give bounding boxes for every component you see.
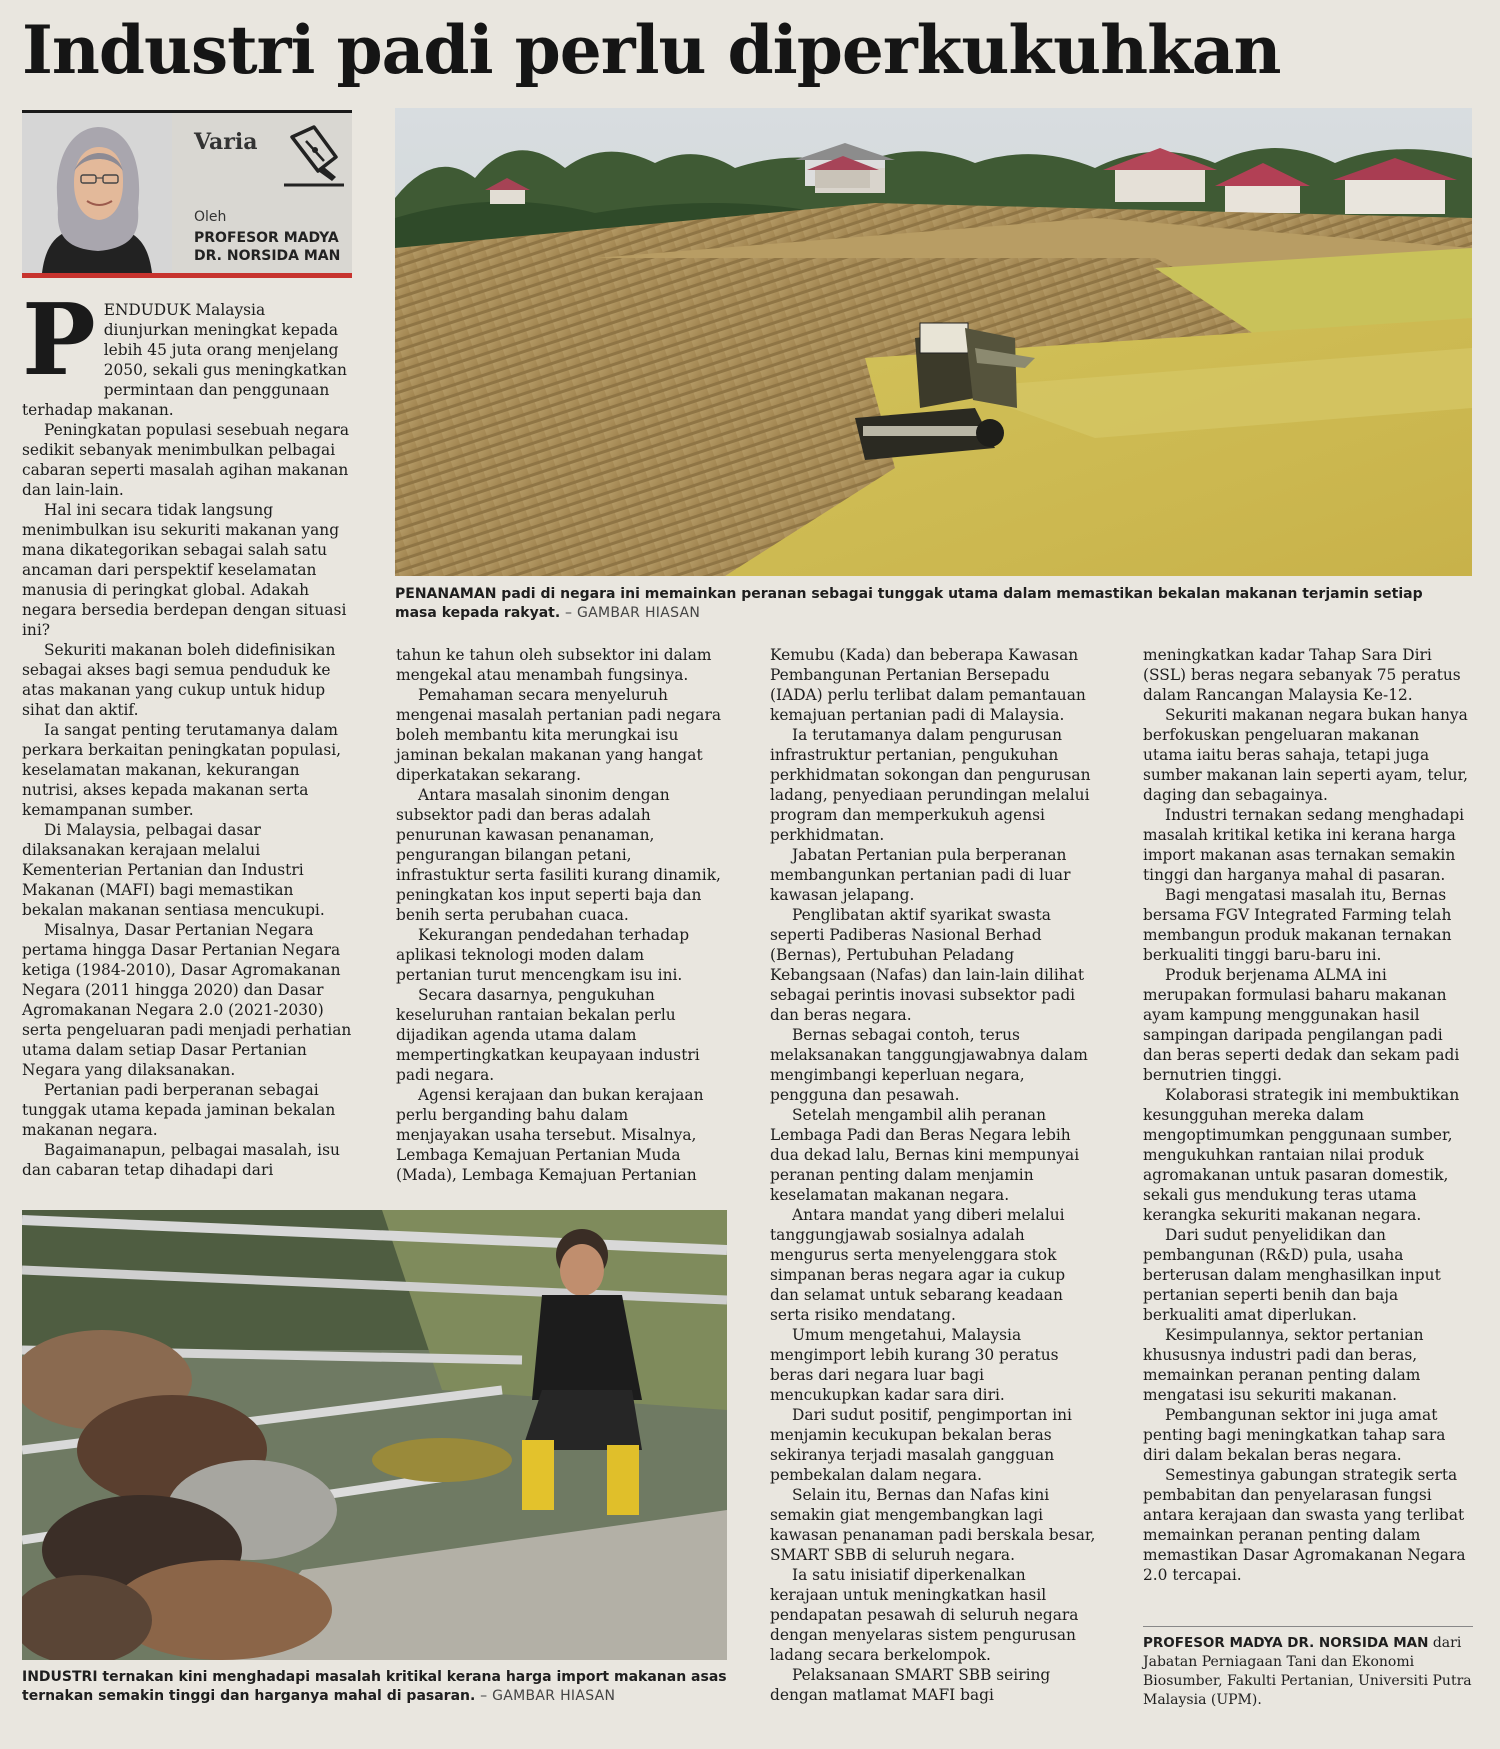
photo-top-caption-text: padi di negara ini memainkan peranan sebagai tunggak utama dalam memastikan bekalan makanan terjamin setiap masa kepada rakyat. bbox=[395, 586, 1423, 621]
paragraph: Ia terutamanya dalam pengurusan infrastruktur pertanian, pengukuhan perkhidmatan sokongan dan pengurusan ladang, penyediaan perundingan melalui program dan memperkukuh agensi perkhidmatan. bbox=[770, 726, 1091, 844]
paragraph: Bagi mengatasi masalah itu, Bernas bersama FGV Integrated Farming telah membangun produk makanan ternakan berkualiti tinggi baru-baru ini. bbox=[1143, 886, 1452, 964]
paragraph: Semestinya gabungan strategik serta pembabitan dan penyelarasan fungsi antara kerajaan dan swasta yang terlibat memainkan peranan penting dalam memastikan Dasar Agromakanan Negara 2.0 tercapai. bbox=[1143, 1466, 1466, 1584]
signoff-name: PROFESOR MADYA DR. NORSIDA MAN bbox=[1143, 1635, 1429, 1651]
paragraph: Kolaborasi strategik ini membuktikan kesungguhan mereka dalam mengoptimumkan penggunaan sumber, mengukuhkan rantaian nilai produk agromakanan untuk pasaran domestik, sekali gus mendukung teras utama kerangka sekuriti makanan negara. bbox=[1143, 1086, 1460, 1224]
paragraph: Dari sudut penyelidikan dan pembangunan (R&D) pula, usaha berterusan dalam menghasilkan input pertanian seperti benih dan baja berkualiti amat diperlukan. bbox=[1143, 1226, 1441, 1324]
article-column-3 bbox=[770, 645, 1098, 1705]
signoff-divider bbox=[1143, 1626, 1473, 1627]
article-column-1 bbox=[22, 283, 352, 1180]
paragraph: Di Malaysia, pelbagai dasar dilaksanakan kerajaan melalui Kementerian Pertanian dan Industri Makanan (MAFI) bagi memastikan bekalan makanan sentiasa mencukupi. bbox=[22, 821, 325, 919]
paddy-harvest-photo bbox=[395, 108, 1472, 576]
paragraph: Bernas sebagai contoh, terus melaksanakan tanggungjawabnya dalam mengimbangi keperluan negara, pengguna dan pesawah. bbox=[770, 1026, 1088, 1104]
paragraph: Industri ternakan sedang menghadapi masalah kritikal ketika ini kerana harga import makanan asas ternakan semakin tinggi dan harganya mahal di pasaran. bbox=[1143, 806, 1465, 884]
paragraph-text: ENDUDUK Malaysia diunjurkan meningkat kepada lebih 45 juta orang menjelang 2050, sekali gus meningkatkan permintaan dan penggunaan terhadap makanan. bbox=[22, 301, 347, 419]
article-column-2 bbox=[396, 645, 724, 1185]
headline: Industri padi perlu diperkukuhkan bbox=[22, 11, 1281, 89]
paragraph: Antara masalah sinonim dengan subsektor padi dan beras adalah penurunan kawasan penanaman, pengurangan bilangan petani, infrastuktur serta fasiliti kurang dinamik, peningkatan kos input seperti baja dan benih serta perubahan cuaca. bbox=[396, 786, 721, 924]
photo-bottom-caption bbox=[22, 1668, 727, 1706]
cattle-feeding-image bbox=[22, 1210, 727, 1660]
section-label: Varia bbox=[194, 129, 258, 155]
byline-prefix: Oleh bbox=[194, 209, 227, 225]
paragraph: Kekurangan pendedahan terhadap aplikasi teknologi moden dalam pertanian turut mencengkam isu ini. bbox=[396, 926, 690, 984]
photo-top-caption bbox=[395, 585, 1465, 623]
photo-bottom-caption-lead: INDUSTRI bbox=[22, 1669, 98, 1685]
author-name-line2: DR. NORSIDA MAN bbox=[194, 248, 341, 264]
photo-bottom-caption-text: ternakan kini menghadapi masalah kritikal kerana harga import makanan asas ternakan semakin tinggi dan harganya mahal di pasaran. bbox=[22, 1669, 727, 1704]
paragraph: Bagaimanapun, pelbagai masalah, isu dan cabaran tetap dihadapi dari bbox=[22, 1141, 340, 1179]
photo-top-caption-credit: – GAMBAR HIASAN bbox=[560, 605, 701, 621]
paragraph: Jabatan Pertanian pula berperanan membangunkan pertanian padi di luar kawasan jelapang. bbox=[770, 846, 1071, 904]
paragraph: Pemahaman secara menyeluruh mengenai masalah pertanian padi negara boleh membantu kita merungkai isu jaminan bekalan makanan yang hangat diperkatakan sekarang. bbox=[396, 686, 721, 784]
paragraph: Secara dasarnya, pengukuhan keseluruhan rantaian bekalan perlu dijadikan agenda utama dalam mempertingkatkan keupayaan industri padi negara. bbox=[396, 986, 700, 1084]
author-name-line1: PROFESOR MADYA bbox=[194, 230, 339, 246]
paragraph: Sekuriti makanan boleh didefinisikan sebagai akses bagi semua penduduk ke atas makanan yang cukup untuk hidup sihat dan aktif. bbox=[22, 641, 336, 719]
paragraph: Ia sangat penting terutamanya dalam perkara berkaitan peningkatan populasi, keselamatan makanan, kekurangan nutrisi, akses kepada makanan serta kemampanan sumber. bbox=[22, 721, 342, 819]
paragraph: Penglibatan aktif syarikat swasta seperti Padiberas Nasional Berhad (Bernas), Pertubuhan Peladang Kebangsaan (Nafas) dan lain-lain dilihat sebagai perintis inovasi subsektor padi dan beras negara. bbox=[770, 906, 1085, 1024]
photo-bottom-caption-credit: – GAMBAR HIASAN bbox=[475, 1688, 616, 1704]
author-signoff bbox=[1143, 1634, 1475, 1710]
paragraph: Misalnya, Dasar Pertanian Negara pertama hingga Dasar Pertanian Negara ketiga (1984-2010), Dasar Agromakanan Negara (2011 hingga 2020) dan Dasar Agromakanan Negara 2.0 (2021-2030) serta pengeluaran padi menjadi perhatian utama dalam setiap Dasar Pertanian Negara yang dilaksanakan. bbox=[22, 921, 352, 1079]
byline-box bbox=[22, 110, 352, 278]
author-name bbox=[194, 229, 354, 265]
paragraph: Setelah mengambil alih peranan Lembaga Padi dan Beras Negara lebih dua dekad lalu, Bernas kini mempunyai peranan penting dalam menjamin keselamatan makanan negara. bbox=[770, 1106, 1080, 1204]
paragraph: Produk berjenama ALMA ini merupakan formulasi baharu makanan ayam kampung menggunakan hasil sampingan daripada pengilangan padi dan beras seperti dedak dan sekam padi bernutrien tinggi. bbox=[1143, 966, 1460, 1084]
paragraph: Pelaksanaan SMART SBB seiring dengan matlamat MAFI bagi bbox=[770, 1666, 1051, 1704]
paragraph: Hal ini secara tidak langsung menimbulkan isu sekuriti makanan yang mana dikategorikan sebagai salah satu ancaman dari perspektif keselamatan manusia di peringkat global. Adakah negara bersedia berdepan dengan situasi ini? bbox=[22, 501, 347, 639]
paragraph: Kemubu (Kada) dan beberapa Kawasan Pembangunan Pertanian Bersepadu (IADA) perlu terlibat dalam pemantauan kemajuan pertanian padi di Malaysia. bbox=[770, 646, 1086, 724]
paragraph: Antara mandat yang diberi melalui tanggungjawab sosialnya adalah mengurus serta menyelenggara stok simpanan beras negara agar ia cukup dan selamat untuk sebarang keadaan serta risiko mendatang. bbox=[770, 1206, 1066, 1324]
paddy-harvester-image bbox=[395, 108, 1472, 576]
paragraph: meningkatkan kadar Tahap Sara Diri (SSL) beras negara sebanyak 75 peratus dalam Rancangan Malaysia Ke-12. bbox=[1143, 646, 1461, 704]
drop-cap: P bbox=[22, 283, 96, 398]
paragraph: Selain itu, Bernas dan Nafas kini semakin giat mengembangkan lagi kawasan penanaman padi berskala besar, SMART SBB di seluruh negara. bbox=[770, 1486, 1096, 1564]
photo-top-caption-lead: PENANAMAN bbox=[395, 586, 497, 602]
paragraph: Umum mengetahui, Malaysia mengimport lebih kurang 30 peratus beras dari negara luar bagi mencukupkan kadar sara diri. bbox=[770, 1326, 1059, 1404]
paragraph: Sekuriti makanan negara bukan hanya berfokuskan pengeluaran makanan utama iaitu beras sahaja, tetapi juga sumber makanan lain seperti ayam, telur, daging dan sebagainya. bbox=[1143, 706, 1469, 804]
paragraph: Pembangunan sektor ini juga amat penting bagi meningkatkan tahap sara diri dalam bekalan beras negara. bbox=[1143, 1406, 1446, 1464]
paragraph: Agensi kerajaan dan bukan kerajaan perlu berganding bahu dalam menjayakan usaha tersebut. Misalnya, Lembaga Kemajuan Pertanian Muda (Mada), Lembaga Kemajuan Pertanian bbox=[396, 1086, 704, 1184]
paragraph: Dari sudut positif, pengimportan ini menjamin kecukupan bekalan beras sekiranya terjadi masalah gangguan pembekalan dalam negara. bbox=[770, 1406, 1072, 1484]
signoff-text: dari Jabatan Perniagaan Tani dan Ekonomi Biosumber, Fakulti Pertanian, Universiti Putra Malaysia (UPM). bbox=[1143, 1635, 1472, 1708]
cattle-feeding-photo bbox=[22, 1210, 727, 1660]
paragraph: Kesimpulannya, sektor pertanian khususnya industri padi dan beras, memainkan peranan penting dalam mengatasi isu sekuriti makanan. bbox=[1143, 1326, 1424, 1404]
author-portrait-image bbox=[22, 113, 172, 273]
paragraph: Ia satu inisiatif diperkenalkan kerajaan untuk meningkatkan hasil pendapatan pesawah di seluruh negara dengan menyelaras sistem pengurusan ladang secara berkelompok. bbox=[770, 1566, 1079, 1664]
article-column-4 bbox=[1143, 645, 1473, 1585]
fountain-pen-icon bbox=[284, 123, 344, 187]
paragraph: tahun ke tahun oleh subsektor ini dalam mengekal atau menambah fungsinya. bbox=[396, 646, 712, 684]
paragraph: Pertanian padi berperanan sebagai tunggak utama kepada jaminan bekalan makanan negara. bbox=[22, 1081, 336, 1139]
paragraph bbox=[22, 283, 352, 420]
paragraph: Peningkatan populasi sesebuah negara sedikit sebanyak menimbulkan pelbagai cabaran seperti masalah agihan makanan dan lain-lain. bbox=[22, 421, 350, 499]
author-photo bbox=[22, 113, 172, 273]
